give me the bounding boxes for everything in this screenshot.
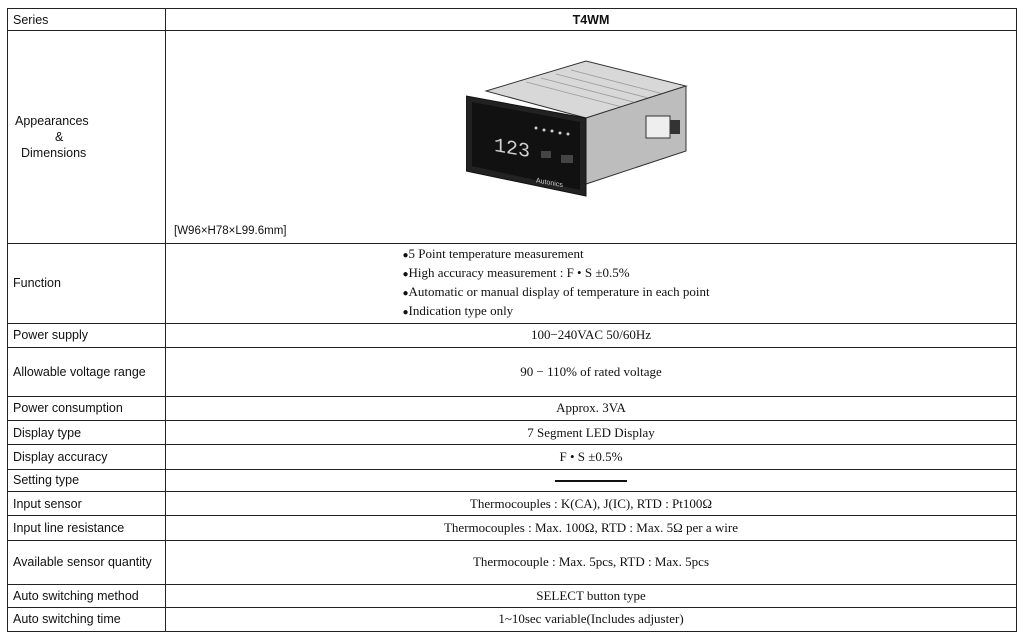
- spec-row: [8, 347, 1017, 396]
- auto-switching-method-label: Auto switching method: [8, 585, 166, 607]
- series-value: T4WM: [166, 9, 1017, 31]
- device-brand: Autonics: [536, 177, 563, 190]
- appearance-label-line2: &: [55, 130, 64, 145]
- series-label: Series: [8, 9, 166, 31]
- power-supply-value: 100−240VAC 50/60Hz: [166, 323, 1017, 347]
- function-item: ●High accuracy measurement : F • S ±0.5%: [402, 265, 630, 281]
- sensor-quantity-label: Available sensor quantity: [8, 540, 166, 585]
- setting-type-value: [166, 469, 1017, 491]
- not-applicable-dash: [555, 480, 627, 482]
- auto-switching-method-value: SELECT button type: [166, 585, 1017, 607]
- power-consumption-label: Power consumption: [8, 396, 166, 420]
- function-item: ●Automatic or manual display of temperature in each point: [402, 284, 710, 300]
- spec-row: [8, 491, 1017, 515]
- spec-row: [8, 540, 1017, 585]
- allowable-voltage-label: Allowable voltage range: [8, 347, 166, 396]
- spec-row: [8, 323, 1017, 347]
- display-accuracy-value: F • S ±0.5%: [166, 445, 1017, 469]
- spec-row: [8, 445, 1017, 469]
- appearance-label-line3: Dimensions: [21, 146, 87, 161]
- dimensions-text: [W96×H78×L99.6mm]: [174, 225, 287, 238]
- appearance-row: [8, 31, 1017, 244]
- input-sensor-label: Input sensor: [8, 491, 166, 515]
- display-type-value: 7 Segment LED Display: [166, 420, 1017, 444]
- power-consumption-value: Approx. 3VA: [166, 396, 1017, 420]
- input-line-resistance-label: Input line resistance: [8, 516, 166, 540]
- setting-type-label: Setting type: [8, 469, 166, 491]
- spec-row: [8, 516, 1017, 540]
- spec-row: [8, 607, 1017, 631]
- function-list: [402, 245, 709, 321]
- function-cell: [166, 244, 1017, 323]
- spec-row: [8, 396, 1017, 420]
- appearance-label: [8, 31, 166, 244]
- display-accuracy-label: Display accuracy: [8, 445, 166, 469]
- function-item: ●Indication type only: [402, 303, 514, 319]
- device-image: [466, 56, 711, 201]
- device-readout: 123: [494, 135, 530, 165]
- allowable-voltage-value: 90 − 110% of rated voltage: [166, 347, 1017, 396]
- auto-switching-time-label: Auto switching time: [8, 607, 166, 631]
- spec-row: [8, 585, 1017, 607]
- function-item: ●5 Point temperature measurement: [402, 246, 584, 262]
- auto-switching-time-value: 1~10sec variable(Includes adjuster): [166, 607, 1017, 631]
- appearance-cell: [166, 31, 1017, 244]
- series-row: [8, 9, 1017, 31]
- appearance-label-line1: Appearances: [15, 114, 89, 129]
- input-sensor-value: Thermocouples : K(CA), J(IC), RTD : Pt100Ω: [166, 491, 1017, 515]
- spec-row: [8, 469, 1017, 491]
- power-supply-label: Power supply: [8, 323, 166, 347]
- function-label: Function: [8, 244, 166, 323]
- display-type-label: Display type: [8, 420, 166, 444]
- function-row: [8, 244, 1017, 323]
- spec-row: [8, 420, 1017, 444]
- input-line-resistance-value: Thermocouples : Max. 100Ω, RTD : Max. 5Ω per a wire: [166, 516, 1017, 540]
- spec-table: [7, 8, 1017, 632]
- sensor-quantity-value: Thermocouple : Max. 5pcs, RTD : Max. 5pcs: [166, 540, 1017, 585]
